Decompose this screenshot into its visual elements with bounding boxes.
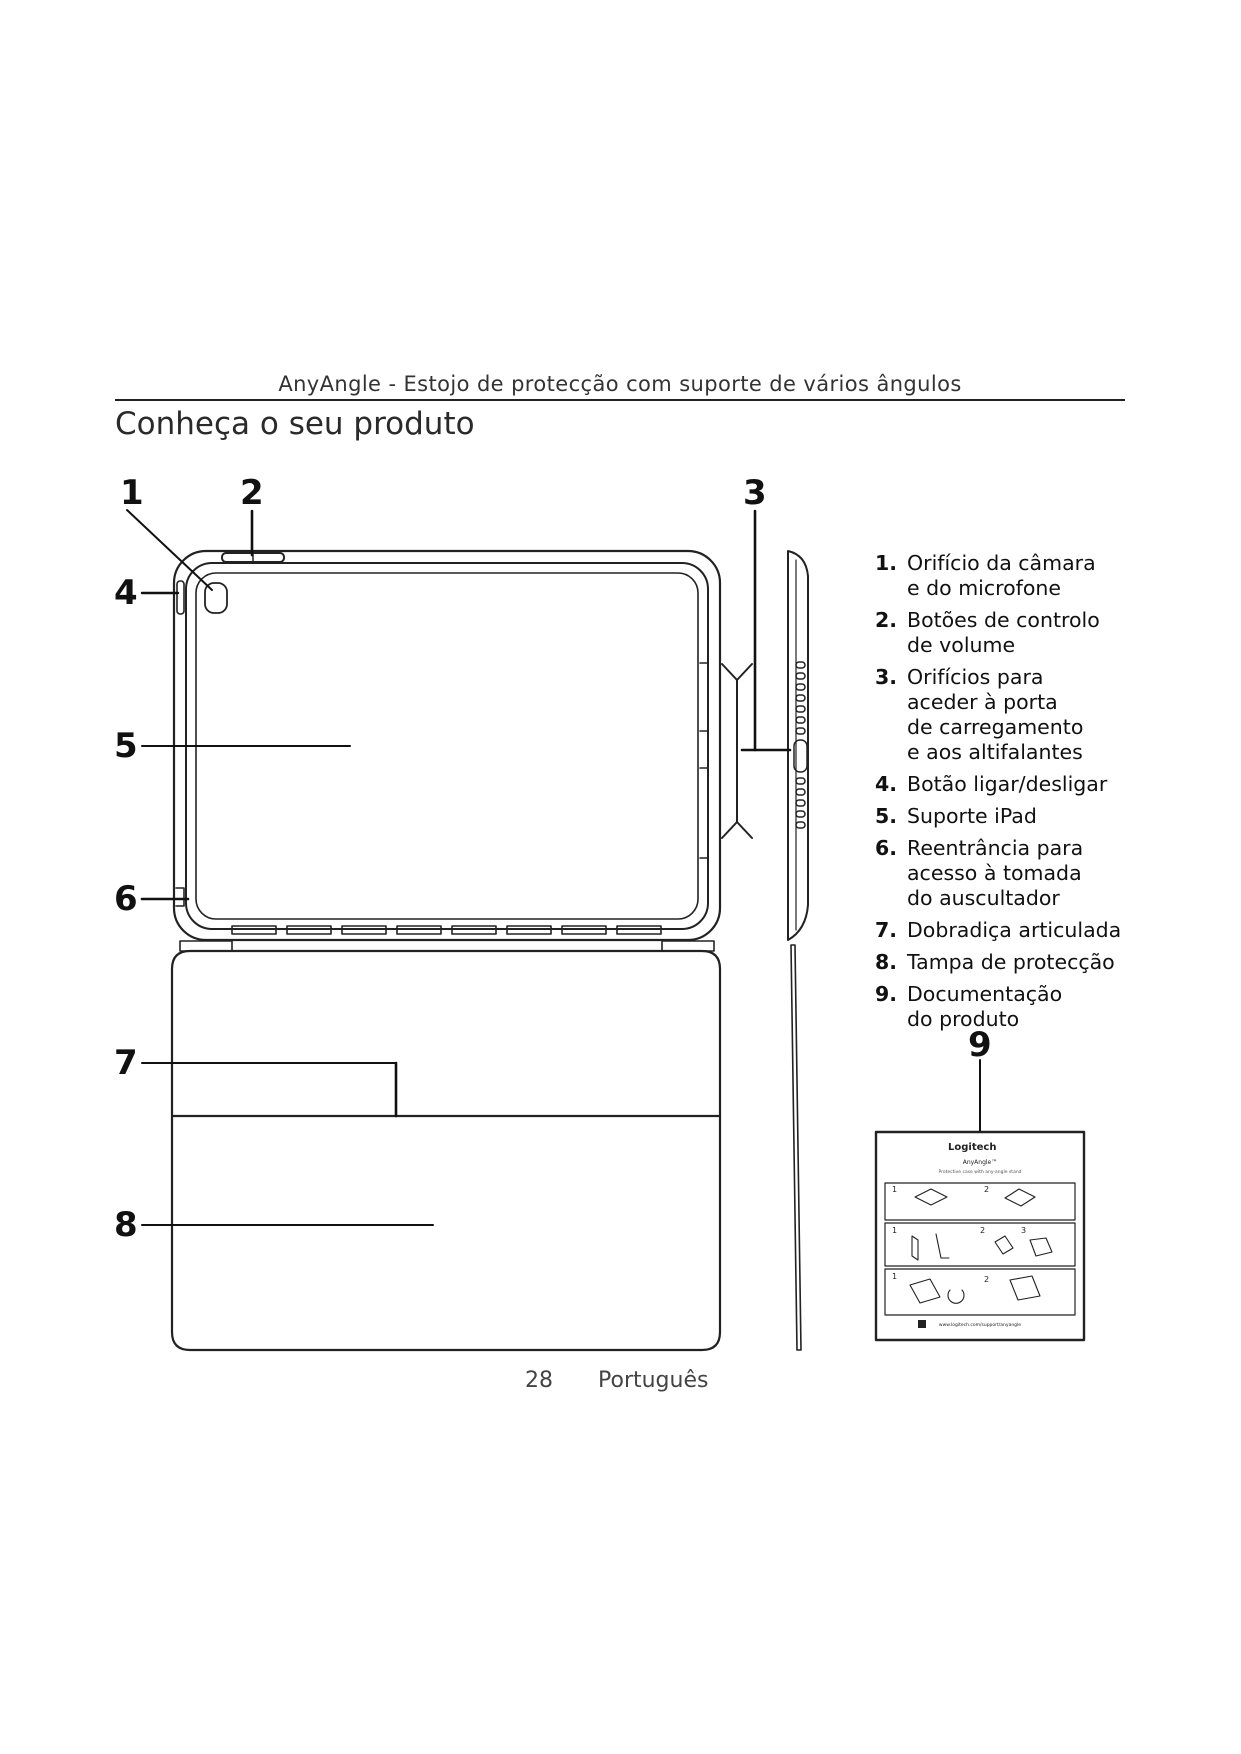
legend-item-1: [875, 551, 1175, 601]
legend-text: de volume: [907, 633, 1016, 657]
side-tab-lower: [700, 768, 708, 858]
leader-lines: [127, 510, 980, 1225]
card-step-3-1: 1: [892, 1272, 898, 1281]
legend-text: Orifícios para: [907, 665, 1044, 689]
legend-item-2: [875, 608, 1175, 658]
callout-4: 4: [114, 573, 138, 613]
legend-text: Dobradiça articulada: [907, 918, 1122, 942]
legend-number: 6.: [875, 836, 898, 860]
legend-item-6: [875, 836, 1175, 911]
card-step-1-1: 1: [892, 1185, 898, 1194]
legend-item-3: [875, 665, 1175, 765]
page-number: 28: [525, 1368, 553, 1393]
running-header: AnyAngle - Estojo de protecção com suporte de vários ângulos: [278, 372, 962, 396]
legend-text: Tampa de protecção: [907, 950, 1115, 974]
legend-text: e aos altifalantes: [907, 740, 1083, 764]
legend-text: Orifício da câmara: [907, 551, 1096, 575]
card-step-2-1: 1: [892, 1226, 898, 1235]
card-qr-square: [918, 1320, 926, 1328]
legend-text: acesso à tomada: [907, 861, 1082, 885]
legend-item-9: [875, 982, 1175, 1032]
callout-9: 9: [968, 1025, 992, 1065]
card-step-2-3: 3: [1021, 1226, 1027, 1235]
card-step-1-2: 2: [984, 1185, 990, 1194]
legend-number: 5.: [875, 804, 898, 828]
cover-side-profile: [791, 945, 801, 1350]
side-profile: [788, 551, 808, 940]
side-tab-upper: [700, 663, 708, 731]
callout-7: 7: [114, 1043, 138, 1083]
page-title: Conheça o seu produto: [115, 406, 475, 442]
legend-text: e do microfone: [907, 576, 1062, 600]
legend-item-5: [875, 804, 1175, 829]
legend-item-4: [875, 772, 1175, 797]
legend-item-7: [875, 918, 1175, 943]
side-clip-outer: [722, 664, 737, 680]
card-url: www.logitech.com/support/anyangle: [938, 1323, 1022, 1328]
card-step-3-2: 2: [984, 1275, 990, 1284]
legend-text: de carregamento: [907, 715, 1084, 739]
legend-item-8: [875, 950, 1175, 975]
callout-6: 6: [114, 879, 138, 919]
callout-1: 1: [120, 473, 144, 513]
legend-number: 2.: [875, 608, 898, 632]
legend-text: Botão ligar/desligar: [907, 772, 1108, 796]
headphone-notch: [176, 888, 184, 906]
legend-text: Documentação: [907, 982, 1063, 1006]
legend-number: 9.: [875, 982, 898, 1006]
legend-text: aceder à porta: [907, 690, 1058, 714]
legend-text: do produto: [907, 1007, 1020, 1031]
power-button-shape: [177, 581, 184, 614]
legend-number: 7.: [875, 918, 898, 942]
legend-number: 1.: [875, 551, 898, 575]
legend-text: Botões de controlo: [907, 608, 1100, 632]
legend-number: 8.: [875, 950, 898, 974]
legend-number: 4.: [875, 772, 898, 796]
card-tagline: Protective case with any-angle stand: [938, 1170, 1022, 1175]
callout-8: 8: [114, 1205, 138, 1245]
legend-number: 3.: [875, 665, 898, 689]
parts-legend: [875, 551, 1175, 1039]
footer-language: Português: [598, 1368, 709, 1393]
legend-text: do auscultador: [907, 886, 1060, 910]
callout-3: 3: [743, 473, 767, 513]
protective-cover: [172, 951, 720, 1350]
callout-2: 2: [240, 473, 264, 513]
legend-text: Reentrância para: [907, 836, 1084, 860]
card-brand: Logitech: [948, 1142, 997, 1153]
card-product: AnyAngle™: [962, 1159, 998, 1166]
card-step-2-2: 2: [980, 1226, 986, 1235]
callout-5: 5: [114, 726, 138, 766]
legend-text: Suporte iPad: [907, 804, 1037, 828]
